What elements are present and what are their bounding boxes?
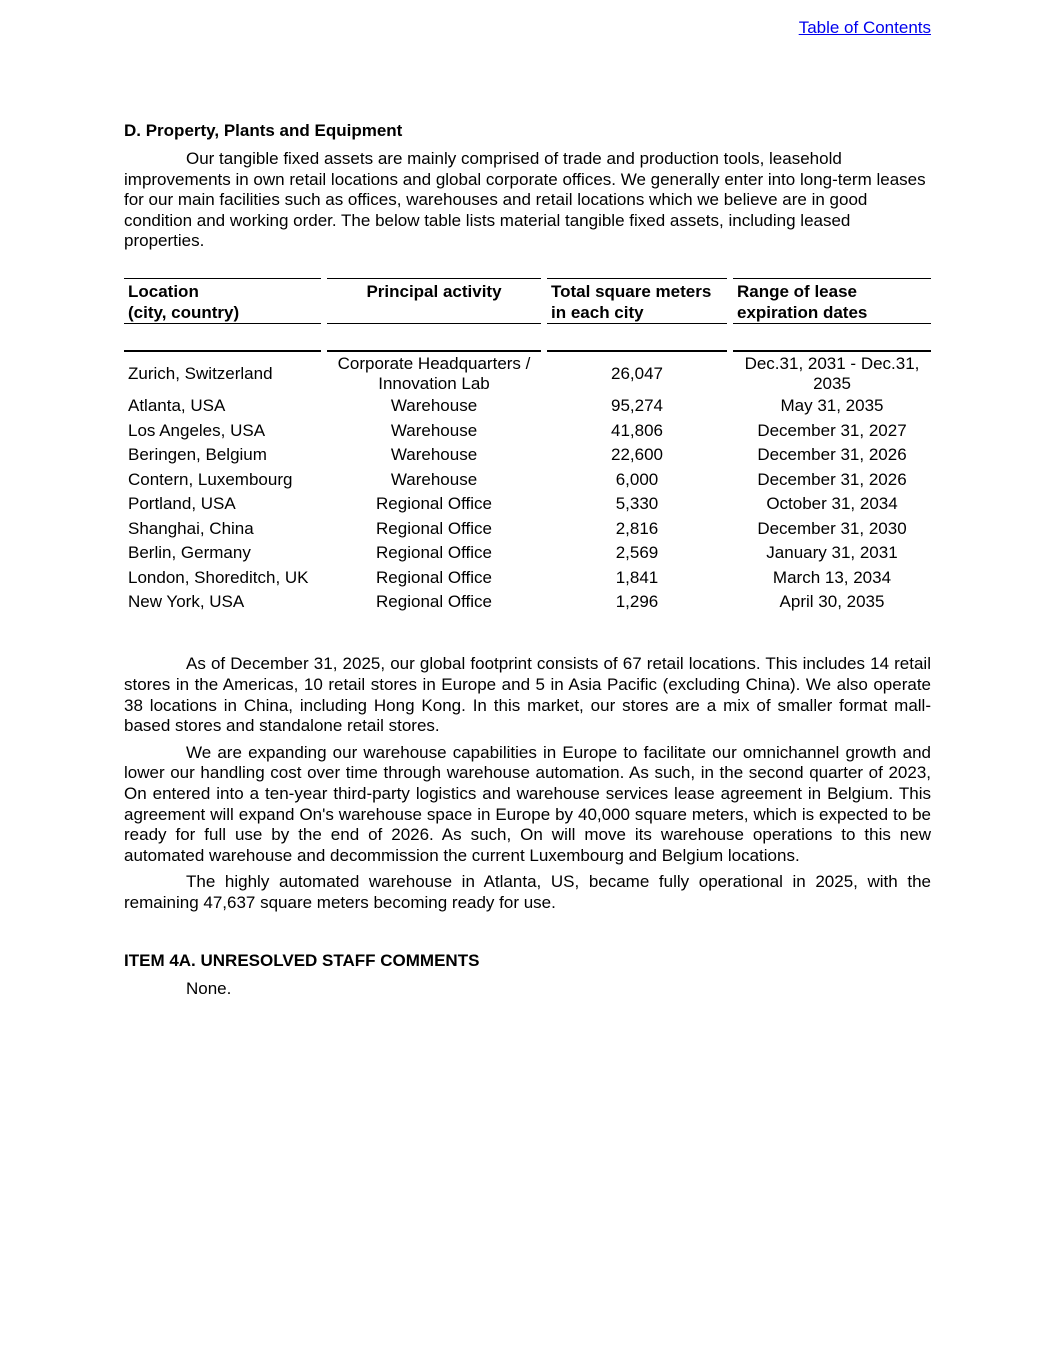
cell-activity: Regional Office (376, 592, 492, 612)
cell-square-meters: 1,296 (615, 592, 659, 612)
table-row (124, 565, 931, 590)
cell-square-meters: 95,274 (611, 396, 663, 416)
table-row (124, 443, 931, 468)
cell-location: Beringen, Belgium (128, 445, 267, 465)
cell-activity: Corporate Headquarters / Innovation Lab (337, 353, 531, 393)
table-row (124, 467, 931, 492)
cell-activity: Warehouse (390, 396, 478, 416)
header-lease-dates: Range of lease expiration dates (733, 278, 931, 324)
table-row (124, 516, 931, 541)
table-header-row (124, 278, 931, 324)
cell-location: New York, USA (128, 592, 245, 612)
cell-location: Atlanta, USA (128, 396, 226, 416)
table-spacer-row (124, 324, 931, 352)
cell-lease-dates: January 31, 2031 (766, 543, 898, 563)
table-row (124, 590, 931, 615)
cell-lease-dates: December 31, 2026 (757, 469, 907, 489)
section-title: D. Property, Plants and Equipment (124, 121, 403, 140)
cell-square-meters: 6,000 (615, 469, 659, 489)
cell-lease-dates: May 31, 2035 (780, 396, 884, 416)
atlanta-paragraph: The highly automated warehouse in Atlanta, US, became fully operational in 2025, with the remaining 47,637 square meters becoming ready for use. (124, 872, 931, 912)
intro-paragraph: Our tangible fixed assets are mainly comprised of trade and production tools, leasehold improvements in own retail locations and global corporate offices. We generally enter into long-term leases for our main facilities such as offices, warehouses and retail locations which we believe are in good condition and working order. The below table lists material tangible fixed assets, including leased properties. (124, 149, 926, 251)
cell-lease-dates: December 31, 2026 (757, 445, 907, 465)
cell-square-meters: 26,047 (611, 363, 663, 383)
cell-activity: Warehouse (390, 420, 478, 440)
cell-lease-dates: October 31, 2034 (766, 494, 898, 514)
cell-lease-dates: March 13, 2034 (772, 567, 892, 587)
cell-lease-dates: Dec.31, 2031 - Dec.31, 2035 (744, 353, 920, 393)
table-row (124, 394, 931, 419)
warehouse-paragraph: We are expanding our warehouse capabilities in Europe to facilitate our omnichannel growth and lower our handling cost over time through warehouse automation. As such, in the second quarter of 2023, On entered into a ten-year third-party logistics and warehouse services lease agreement in Belgium. This agreement will expand On's warehouse space in Europe by 40,000 square meters, which is expected to be ready for full use by the end of 2026. As such, On will move its warehouse operations to this new automated warehouse and decommission the current Luxembourg and Belgium locations. (124, 742, 931, 865)
cell-location: Contern, Luxembourg (128, 469, 293, 489)
cell-activity: Regional Office (376, 543, 492, 563)
properties-table (118, 278, 937, 615)
cell-activity: Warehouse (390, 469, 478, 489)
cell-location: Shanghai, China (128, 518, 254, 538)
cell-lease-dates: December 31, 2030 (757, 518, 907, 538)
header-square-meters: Total square meters in each city (547, 278, 727, 324)
table-row (124, 492, 931, 517)
cell-activity: Regional Office (376, 494, 492, 514)
header-activity: Principal activity (327, 278, 541, 324)
cell-location: Berlin, Germany (128, 543, 251, 563)
retail-paragraph: As of December 31, 2025, our global footprint consists of 67 retail locations. This includes 14 retail stores in the Americas, 10 retail stores in Europe and 5 in Asia Pacific (excluding China). We also operate 38 locations in China, including Hong Kong. In this market, our stores are a mix of smaller format mall-based stores and standalone retail stores. (124, 654, 931, 736)
header-location: Location (city, country) (124, 278, 321, 324)
cell-activity: Regional Office (376, 567, 492, 587)
item-4a-body: None. (186, 978, 232, 998)
cell-square-meters: 22,600 (611, 445, 663, 465)
cell-square-meters: 5,330 (615, 494, 659, 514)
cell-square-meters: 2,816 (615, 518, 659, 538)
cell-activity: Warehouse (390, 445, 478, 465)
table-row (124, 541, 931, 566)
document-body (124, 120, 931, 1005)
cell-lease-dates: December 31, 2027 (757, 420, 907, 440)
cell-location: Los Angeles, USA (128, 420, 266, 440)
table-of-contents-link[interactable]: Table of Contents (798, 18, 931, 37)
cell-square-meters: 41,806 (611, 420, 663, 440)
cell-location: Portland, USA (128, 494, 236, 514)
cell-square-meters: 1,841 (615, 567, 659, 587)
cell-lease-dates: April 30, 2035 (779, 592, 885, 612)
item-4a-title: ITEM 4A. UNRESOLVED STAFF COMMENTS (124, 950, 480, 970)
cell-activity: Regional Office (376, 518, 492, 538)
table-row (124, 352, 931, 394)
cell-square-meters: 2,569 (615, 543, 659, 563)
cell-location: Zurich, Switzerland (128, 363, 273, 383)
cell-location: London, Shoreditch, UK (128, 567, 309, 587)
table-row (124, 418, 931, 443)
